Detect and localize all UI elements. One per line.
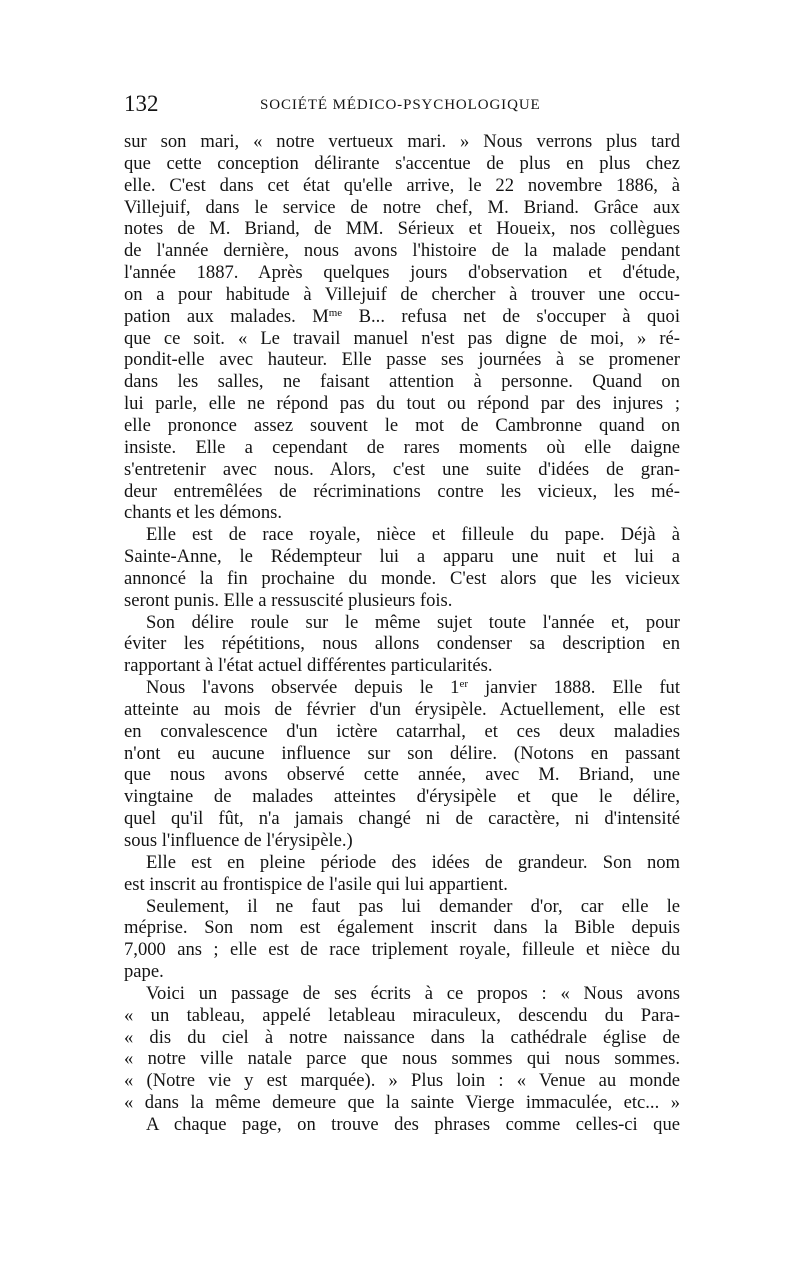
text-line — [124, 328, 680, 350]
text-line — [124, 371, 680, 393]
text-line — [124, 218, 680, 240]
text-line — [124, 633, 680, 655]
text-line — [124, 349, 680, 371]
line-text: chants et les démons. — [124, 502, 283, 524]
text-line — [124, 677, 680, 699]
text-line — [124, 896, 680, 918]
line-text: sur son mari, « notre vertueux mari. » Nous verrons plus tard — [124, 131, 680, 152]
line-text: Nous l'avons observée depuis le 1 — [146, 677, 460, 699]
text-line — [124, 983, 680, 1005]
text-line — [124, 197, 680, 219]
line-text: Son délire roule sur le même sujet toute l'année et, pour — [146, 611, 680, 633]
line-text: « un tableau, appelé letableau miraculeux, descendu du Para- — [124, 1004, 680, 1026]
line-text: janvier 1888. Elle fut — [467, 677, 680, 699]
text-line — [124, 306, 680, 328]
text-line — [124, 743, 680, 765]
text-line — [124, 1114, 680, 1136]
line-text: on a pour habitude à Villejuif de chercher à trouver une occu- — [124, 283, 680, 305]
line-text: B... refusa net de s'occuper à quoi — [342, 305, 680, 327]
text-line — [124, 961, 680, 983]
line-text: méprise. Son nom est également inscrit dans la Bible depuis — [124, 917, 680, 939]
line-text: rapportant à l'état actuel différentes particularités. — [124, 655, 493, 677]
line-text: vingtaine de malades atteintes d'érysipèle et que le délire, — [124, 786, 680, 808]
text-line — [124, 590, 680, 612]
line-text: elle. C'est dans cet état qu'elle arrive, le 22 novembre 1886, à — [124, 174, 680, 196]
line-text: quel qu'il fût, n'a jamais changé ni de caractère, ni d'intensité — [124, 808, 680, 830]
text-line — [124, 284, 680, 306]
line-text: est inscrit au frontispice de l'asile qui lui appartient. — [124, 873, 508, 895]
text-line — [124, 764, 680, 786]
text-line — [124, 939, 680, 961]
line-text: Elle est en pleine période des idées de grandeur. Son nom — [146, 851, 680, 873]
line-text: s'entretenir avec nous. Alors, c'est une suite d'idées de gran- — [124, 458, 680, 480]
text-line — [124, 393, 680, 415]
line-text: Seulement, il ne faut pas lui demander d'or, car elle le — [146, 895, 680, 917]
running-head: SOCIÉTÉ MÉDICO-PSYCHOLOGIQUE — [260, 97, 541, 113]
line-text: n'ont eu aucune influence sur son délire. (Notons en passant — [124, 742, 680, 764]
line-text: A chaque page, on trouve des phrases comme celles-ci que — [146, 1113, 680, 1135]
text-line — [124, 459, 680, 481]
text-line — [124, 874, 680, 896]
line-text: Villejuif, dans le service de notre chef, M. Briand. Grâce aux — [124, 196, 680, 218]
text-line — [124, 1048, 680, 1070]
line-text: « dis du ciel à notre naissance dans la cathédrale église de — [124, 1026, 680, 1048]
text-line — [124, 524, 680, 546]
line-text: que nous avons observé cette année, avec M. Briand, une — [124, 764, 680, 786]
line-text: sous l'influence de l'érysipèle.) — [124, 830, 353, 851]
line-text: « notre ville natale parce que nous sommes qui nous sommes. — [124, 1048, 680, 1070]
line-text: dans les salles, ne faisant attention à personne. Quand on — [124, 371, 680, 393]
text-line — [124, 721, 680, 743]
text-line — [124, 568, 680, 590]
line-text: « (Notre vie y est marquée). » Plus loin : « Venue au monde — [124, 1070, 680, 1092]
text-line — [124, 852, 680, 874]
line-text: de l'année dernière, nous avons l'histoire de la malade pendant — [124, 240, 680, 262]
line-text: insiste. Elle a cependant de rares moments où elle daigne — [124, 436, 680, 458]
line-text: pape. — [124, 961, 164, 983]
text-line — [124, 1005, 680, 1027]
text-line — [124, 153, 680, 175]
text-line — [124, 546, 680, 568]
line-text: lui parle, elle ne répond pas du tout ou répond par des injures ; — [124, 393, 680, 415]
text-line — [124, 262, 680, 284]
page-number: 132 — [124, 91, 159, 116]
text-line — [124, 240, 680, 262]
line-text: Voici un passage de ses écrits à ce propos : « Nous avons — [146, 982, 680, 1004]
text-line — [124, 1092, 680, 1114]
text-line — [124, 699, 680, 721]
text-line — [124, 502, 680, 524]
text-line — [124, 612, 680, 634]
line-text: l'année 1887. Après quelques jours d'observation et d'étude, — [124, 262, 680, 284]
text-line — [124, 1070, 680, 1092]
text-line — [124, 830, 680, 852]
line-text: en convalescence d'un ictère catarrhal, et ces deux maladies — [124, 720, 680, 742]
superscript: me — [328, 306, 343, 319]
line-text: « dans la même demeure que la sainte Vierge immaculée, etc... » — [124, 1092, 680, 1114]
line-text: elle prononce assez souvent le mot de Cambronne quand on — [124, 414, 680, 436]
line-text: 7,000 ans ; elle est de race triplement royale, filleule et nièce du — [124, 939, 680, 961]
line-text: pation aux malades. M — [124, 305, 329, 327]
text-line — [124, 131, 680, 153]
line-text: pondit-elle avec hauteur. Elle passe ses journées à se promener — [124, 349, 680, 371]
text-line — [124, 175, 680, 197]
text-line — [124, 917, 680, 939]
line-text: Sainte-Anne, le Rédempteur lui a apparu une nuit et lui a — [124, 546, 680, 568]
page-header — [124, 89, 680, 119]
line-text: notes de M. Briand, de MM. Sérieux et Houeix, nos collègues — [124, 218, 680, 240]
line-text: Elle est de race royale, nièce et filleule du pape. Déjà à — [146, 524, 680, 546]
line-text: que cette conception délirante s'accentue de plus en plus chez — [124, 152, 680, 174]
line-text: annoncé la fin prochaine du monde. C'est alors que les vicieux — [124, 567, 680, 589]
body-text — [124, 131, 680, 1136]
line-text: que ce soit. « Le travail manuel n'est pas digne de moi, » ré- — [124, 327, 680, 349]
text-line — [124, 481, 680, 503]
line-text: seront punis. Elle a ressuscité plusieurs fois. — [124, 589, 453, 611]
text-line — [124, 415, 680, 437]
line-text: éviter les répétitions, nous allons condenser sa description en — [124, 633, 680, 655]
text-line — [124, 437, 680, 459]
text-line — [124, 808, 680, 830]
text-line — [124, 655, 680, 677]
text-line — [124, 1027, 680, 1049]
superscript: er — [459, 678, 468, 691]
line-text: atteinte au mois de février d'un érysipèle. Actuellement, elle est — [124, 698, 680, 720]
text-line — [124, 786, 680, 808]
line-text: deur entremêlées de récriminations contre les vicieux, les mé- — [124, 480, 680, 502]
